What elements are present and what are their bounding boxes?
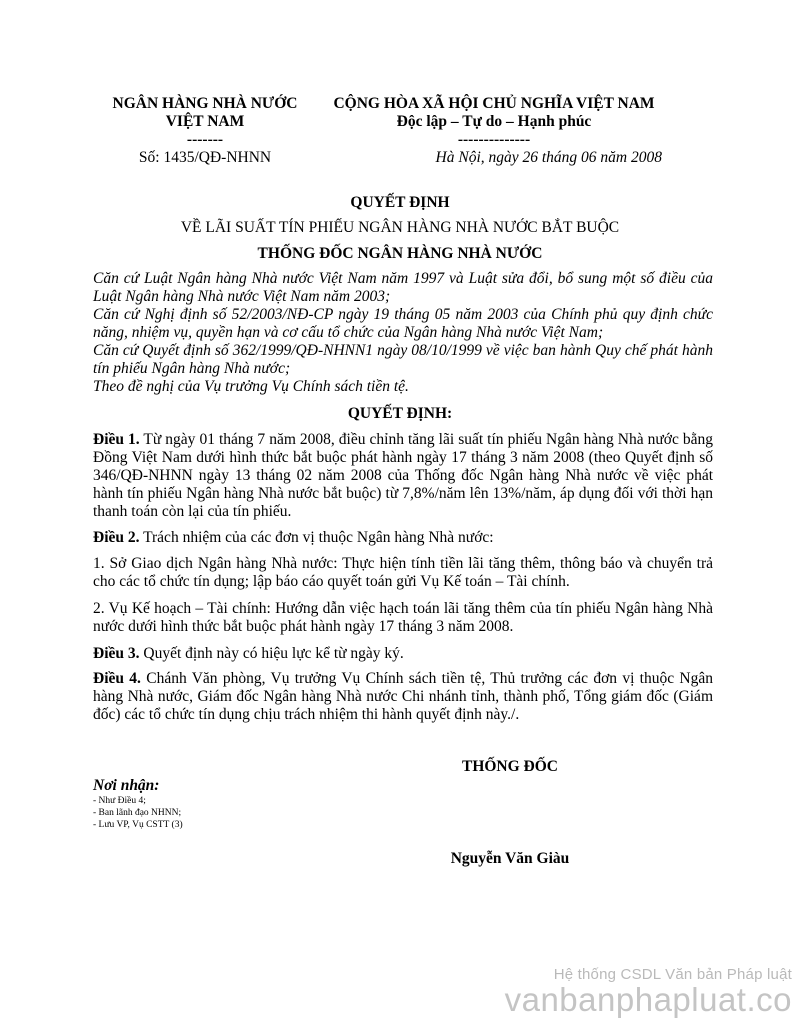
article-2-item-1: 1. Sở Giao dịch Ngân hàng Nhà nước: Thực hiện tính tiền lãi tăng thêm, thông báo và chuyển trả cho các tổ chức tín dụng; lập báo cáo quyết toán gửi Vụ Kế toán – Tài chính.	[93, 555, 713, 590]
article-2-item-2: 2. Vụ Kế hoạch – Tài chính: Hướng dẫn việc hạch toán lãi tăng thêm của tín phiếu Ngân hàng Nhà nước dưới hình thức bắt buộc phát hành ngày 17 tháng 3 năm 2008.	[93, 600, 713, 635]
decision-title: QUYẾT ĐỊNH	[350, 194, 450, 211]
article-2-text: Trách nhiệm của các đơn vị thuộc Ngân hàng Nhà nước:	[139, 529, 494, 546]
article-4	[93, 670, 713, 724]
nation-name: CỘNG HÒA XÃ HỘI CHỦ NGHĨA VIỆT NAM	[333, 95, 655, 112]
article-1	[93, 431, 713, 521]
preamble	[93, 270, 713, 396]
preamble-item: Căn cứ Nghị định số 52/2003/NĐ-CP ngày 19 tháng 05 năm 2003 của Chính phủ quy định chức năng, nhiệm vụ, quyền hạn và cơ cấu tổ chức của Ngân hàng Nhà nước Việt Nam;	[93, 306, 713, 341]
recipients-block	[93, 777, 183, 831]
agency-name-line2: VIỆT NAM	[165, 113, 245, 130]
recipient-item: - Ban lãnh đạo NHNN;	[93, 808, 182, 818]
date-place: Hà Nội, ngày 26 tháng 06 năm 2008	[435, 149, 662, 166]
document-number: Số: 1435/QĐ-NHNN	[138, 149, 272, 166]
decision-heading: QUYẾT ĐỊNH:	[347, 405, 453, 422]
issuing-authority: THỐNG ĐỐC NGÂN HÀNG NHÀ NƯỚC	[257, 245, 543, 262]
article-1-label: Điều 1.	[93, 431, 140, 448]
article-2	[93, 529, 713, 547]
watermark-site: vanbanphapluat.co	[504, 981, 792, 1018]
signatory-title: THỐNG ĐỐC	[461, 758, 559, 775]
article-4-text: Chánh Văn phòng, Vụ trưởng Vụ Chính sách tiền tệ, Thủ trưởng các đơn vị thuộc Ngân hàng Nhà nước, Giám đốc Ngân hàng Nhà nước Chi nhánh tỉnh, thành phố, Tổng giám đốc (Giám đốc) các tổ chức tín dụng chịu trách nhiệm thi hành quyết định này./.	[93, 670, 713, 723]
recipients-label: Nơi nhận:	[93, 777, 160, 794]
watermark-caption: Hệ thống CSDL Văn bản Pháp luật	[553, 966, 792, 983]
national-motto: Độc lập – Tự do – Hạnh phúc	[396, 113, 592, 130]
preamble-item: Căn cứ Quyết định số 362/1999/QĐ-NHNN1 ngày 08/10/1999 về việc ban hành Quy chế phát hành tín phiếu Ngân hàng Nhà nước;	[93, 342, 713, 377]
issuing-agency-block	[95, 95, 315, 167]
decision-subject: VỀ LÃI SUẤT TÍN PHIẾU NGÂN HÀNG NHÀ NƯỚC BẮT BUỘC	[180, 219, 620, 236]
article-1-text: Từ ngày 01 tháng 7 năm 2008, điều chỉnh tăng lãi suất tín phiếu Ngân hàng Nhà nước bằng Đồng Việt Nam dưới hình thức bắt buộc phát hành ngày 17 tháng 3 năm 2008 (theo Quyết định số 346/QĐ-NHNN ngày 13 tháng 02 năm 2008 của Thống đốc Ngân hàng Nhà nước về việc phát hành tín phiếu Ngân hàng Nhà nước bắt buộc) từ 7,8%/năm lên 13%/năm, áp dụng đối với thời hạn thanh toán còn lại của tín phiếu.	[93, 431, 714, 520]
article-3-label: Điều 3.	[93, 645, 140, 662]
recipient-item: - Như Điều 4;	[93, 796, 146, 806]
agency-name-line1: NGÂN HÀNG NHÀ NƯỚC	[112, 95, 298, 112]
preamble-item: Căn cứ Luật Ngân hàng Nhà nước Việt Nam năm 1997 và Luật sửa đổi, bổ sung một số điều của Luật Ngân hàng Nhà nước Việt Nam năm 2003;	[93, 270, 713, 305]
article-2-label: Điều 2.	[93, 529, 140, 546]
article-3	[93, 645, 713, 663]
article-3-text: Quyết định này có hiệu lực kể từ ngày ký.	[139, 645, 404, 662]
article-4-label: Điều 4.	[93, 670, 141, 687]
national-header-block	[318, 95, 670, 167]
motto-separator: --------------	[457, 131, 531, 148]
agency-separator: -------	[186, 131, 224, 148]
recipient-item: - Lưu VP, Vụ CSTT (3)	[93, 820, 183, 830]
preamble-item: Theo đề nghị của Vụ trưởng Vụ Chính sách tiền tệ.	[93, 378, 409, 395]
signatory-name: Nguyễn Văn Giàu	[450, 850, 570, 867]
